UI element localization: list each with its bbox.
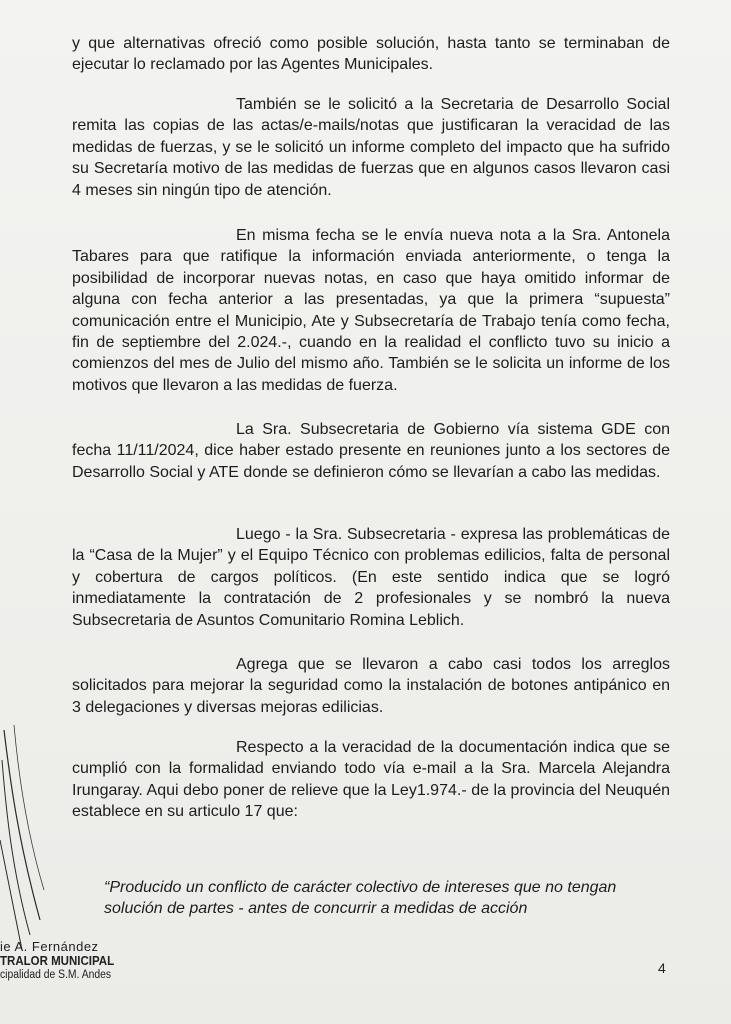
page-number: 4 [658,960,666,976]
paragraph-6 [72,654,670,718]
paragraph-1-text: y que alternativas ofreció como posible solución, hasta tanto se terminaban de ejecutar lo reclamado por las Agentes Municipales. [72,35,670,74]
paragraph-7-text: Respecto a la veracidad de la documentación indica que se cumplió con la formalidad enviando todo vía e-mail a la Sra. Marcela Alejandra Irungaray. Aqui debo poner de relieve que la Ley1.974.- de la provincia del Neuquén establece en su articulo 17 que: [72,739,670,821]
paragraph-2 [72,94,670,201]
stamp-name: ie A. Fernández [0,939,99,954]
stamp-title: TRALOR MUNICIPAL [0,954,115,968]
law-quote: “Producido un conflicto de carácter colectivo de intereses que no tengan solución de partes - antes de concurrir a medidas de acción [104,879,617,918]
paragraph-3-text: En misma fecha se le envía nueva nota a la Sra. Antonela Tabares para que ratifique la información enviada anteriormente, o tenga la posibilidad de incorporar nuevas notas, en caso que haya omitido informar de alguna con fecha anterior a las presentadas, ya que la primera “supuesta” comunicación entre el Municipio, Ate y Subsecretaría de Trabajo tenía como fecha, fin de septiembre del 2.024.-, cuando en la realidad el conflicto tuvo su inicio a comienzos del mes de Julio del mismo año. También se le solicita un informe de los motivos que llevaron a las medidas de fuerza. [72,227,670,394]
paragraph-2-text: También se le solicitó a la Secretaria de Desarrollo Social remita las copias de las actas/e-mails/notas que justificaran la veracidad de las medidas de fuerzas, y se le solicitó un informe completo del impacto que ha sufrido su Secretaría motivo de las medidas de fuerzas que en algunos casos llevaron casi 4 meses sin ningún tipo de atención. [72,96,670,199]
paragraph-3 [72,225,670,396]
official-stamp [0,940,150,982]
paragraph-4 [72,419,670,483]
stamp-municipality: cipalidad de S.M. Andes [0,969,112,981]
paragraph-5-text: Luego - la Sra. Subsecretaria - expresa las problemáticas de la “Casa de la Mujer” y el Equipo Técnico con problemas edilicios, falta de personal y cobertura de cargos políticos. (En este sentido indica que se logró inmediatamente la contratación de 2 profesionales y se nombró la nueva Subsecretaria de Asuntos Comunitario Romina Leblich. [72,526,670,629]
paragraph-4-text: La Sra. Subsecretaria de Gobierno vía sistema GDE con fecha 11/11/2024, dice haber estado presente en reuniones junto a los sectores de Desarrollo Social y ATE donde se definieron cómo se llevarían a cabo las medidas. [72,421,670,481]
paragraph-6-text: Agrega que se llevaron a cabo casi todos los arreglos solicitados para mejorar la seguridad como la instalación de botones antipánico en 3 delegaciones y diversas mejoras edilicias. [72,656,670,716]
paragraph-1 [72,33,670,76]
paragraph-7 [72,737,670,823]
signature-icon [0,720,60,960]
paragraph-5 [72,524,670,631]
